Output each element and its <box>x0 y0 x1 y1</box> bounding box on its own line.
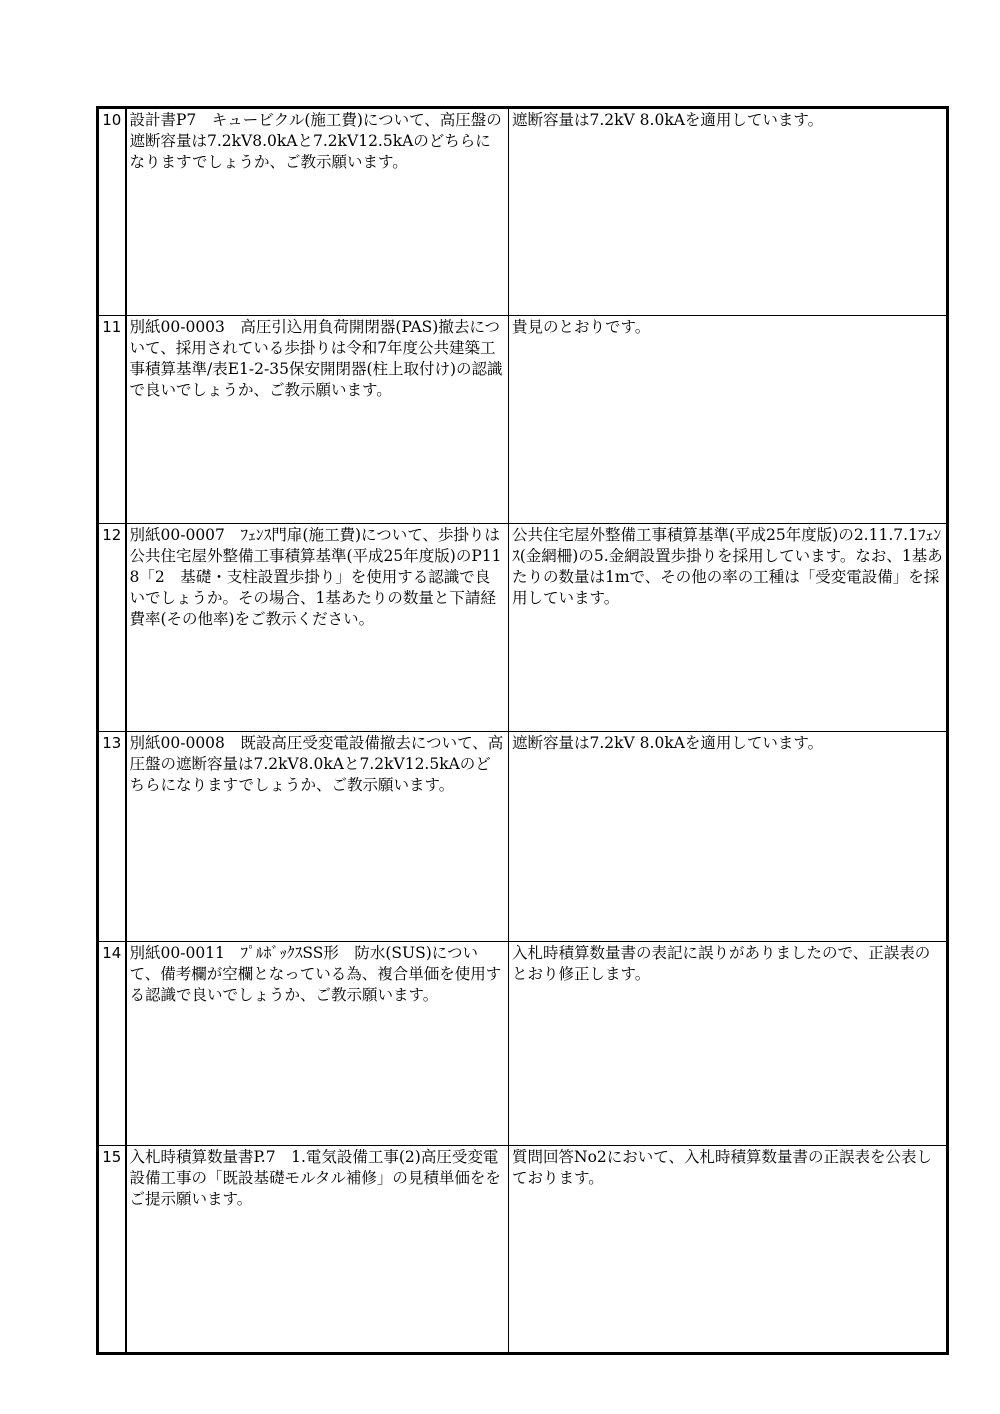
question-number: 11 <box>98 316 126 524</box>
table-row <box>98 316 948 524</box>
question-text: 別紙00-0011 ﾌﾟﾙﾎﾞｯｸｽSS形 防水(SUS)について、備考欄が空欄となっている為、複合単価を使用する認識で良いでしょうか、ご教示願います。 <box>126 942 509 1146</box>
question-text: 別紙00-0007 ﾌｪﾝｽ門扉(施工費)について、歩掛りは公共住宅屋外整備工事積算基準(平成25年度版)のP118「2 基礎・支柱設置歩掛り」を使用する認識で良いでしょうか。その場合、1基あたりの数量と下請経費率(その他率)をご教示ください。 <box>126 524 509 732</box>
table-row <box>98 942 948 1146</box>
question-text: 入札時積算数量書P.7 1.電気設備工事(2)高圧受変電設備工事の「既設基礎モルタル補修」の見積単価ををご提示願います。 <box>126 1146 509 1354</box>
qa-table <box>96 106 949 1355</box>
answer-text: 遮断容量は7.2kV 8.0kAを適用しています。 <box>509 108 948 316</box>
table-row <box>98 732 948 942</box>
question-number: 15 <box>98 1146 126 1354</box>
question-text: 別紙00-0003 高圧引込用負荷開閉器(PAS)撤去について、採用されている歩掛りは令和7年度公共建築工事積算基準/表E1-2-35保安開閉器(柱上取付け)の認識で良いでしょうか、ご教示願います。 <box>126 316 509 524</box>
question-text: 設計書P7 キュービクル(施工費)について、高圧盤の遮断容量は7.2kV8.0kAと7.2kV12.5kAのどちらになりますでしょうか、ご教示願います。 <box>126 108 509 316</box>
answer-text: 公共住宅屋外整備工事積算基準(平成25年度版)の2.11.7.1ﾌｪﾝｽ(金網柵)の5.金網設置歩掛りを採用しています。なお、1基あたりの数量は1mで、その他の率の工種は「受変電設備」を採用しています。 <box>509 524 948 732</box>
question-number: 10 <box>98 108 126 316</box>
answer-text: 入札時積算数量書の表記に誤りがありましたので、正誤表のとおり修正します。 <box>509 942 948 1146</box>
question-number: 13 <box>98 732 126 942</box>
answer-text: 遮断容量は7.2kV 8.0kAを適用しています。 <box>509 732 948 942</box>
question-text: 別紙00-0008 既設高圧受変電設備撤去について、高圧盤の遮断容量は7.2kV8.0kAと7.2kV12.5kAのどちらになりますでしょうか、ご教示願います。 <box>126 732 509 942</box>
answer-text: 質問回答No2において、入札時積算数量書の正誤表を公表しております。 <box>509 1146 948 1354</box>
answer-text: 貴見のとおりです。 <box>509 316 948 524</box>
question-number: 14 <box>98 942 126 1146</box>
table-row <box>98 1146 948 1354</box>
question-number: 12 <box>98 524 126 732</box>
table-row <box>98 524 948 732</box>
table-row <box>98 108 948 316</box>
